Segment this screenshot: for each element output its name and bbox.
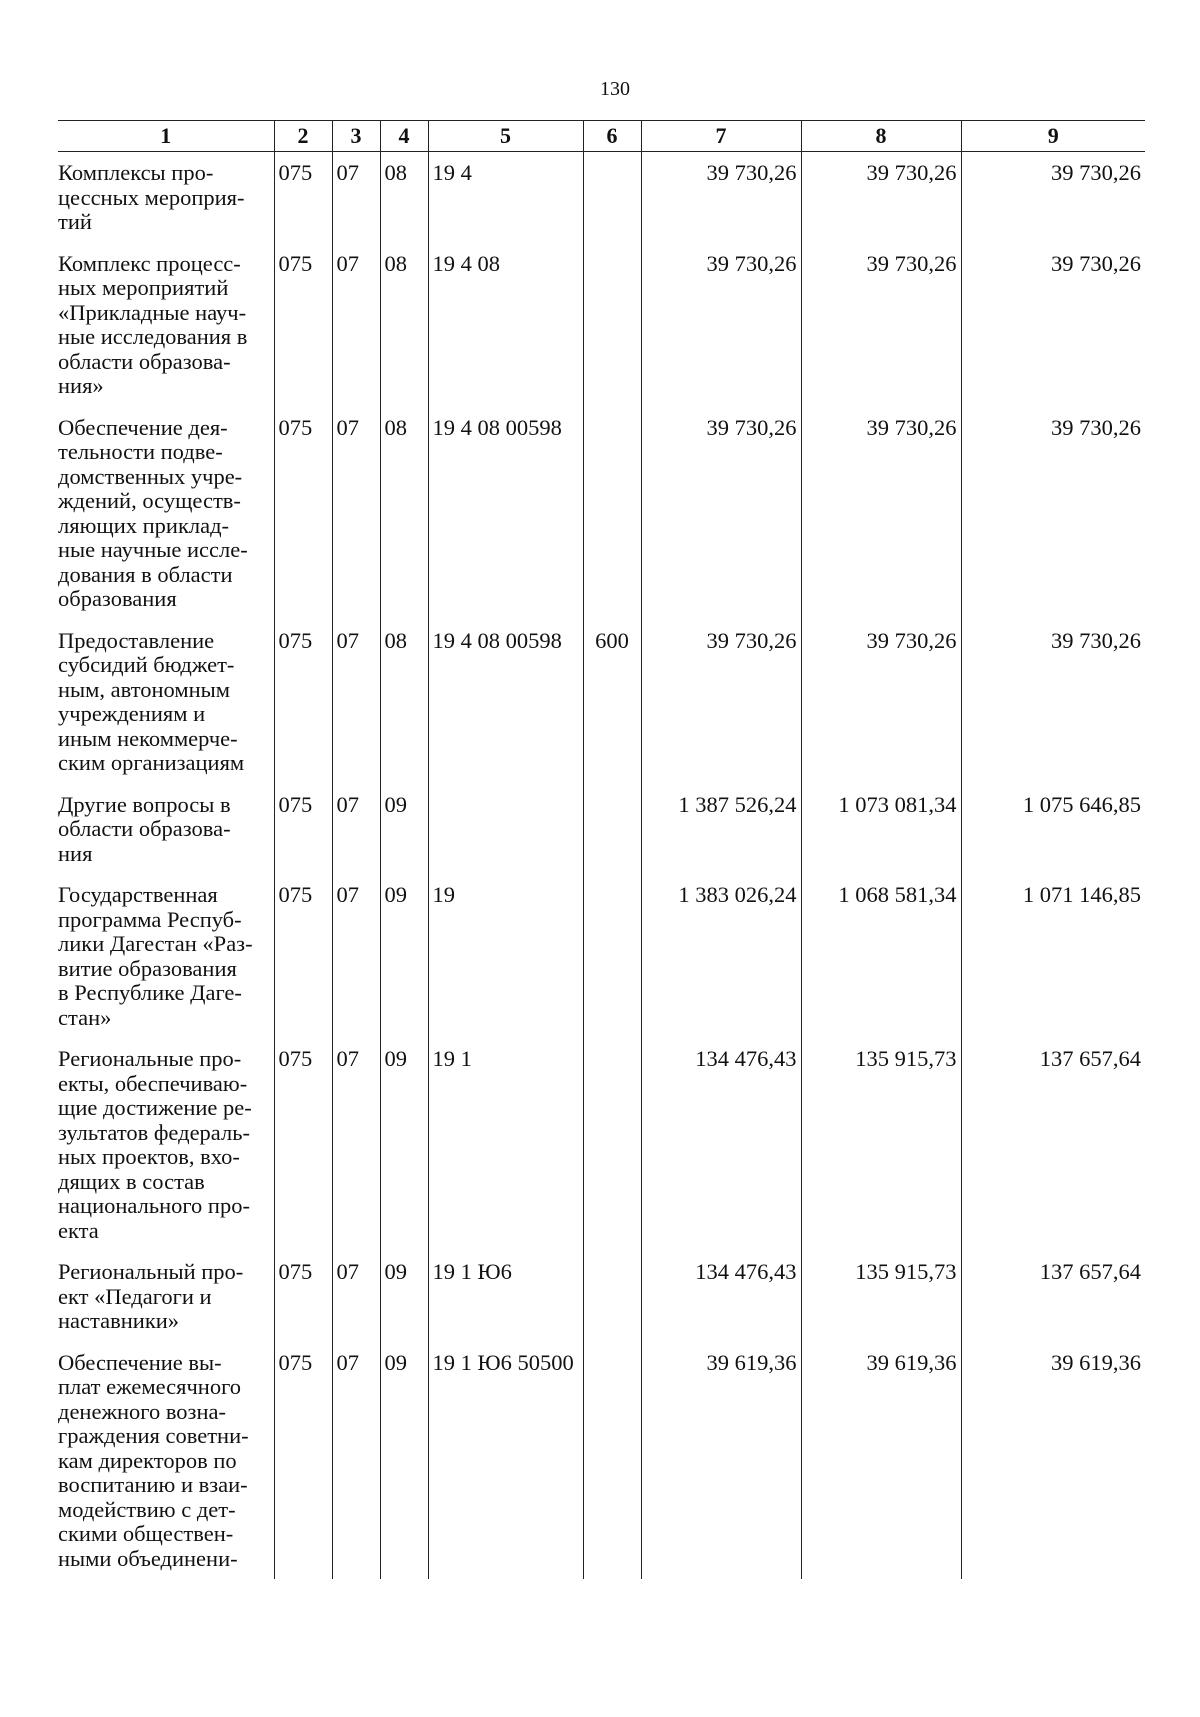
amount-col7-cell: 39 619,36 [641, 1342, 801, 1580]
amount-col7-cell: 39 730,26 [641, 407, 801, 620]
row-name-line: в Республике Даге- [58, 980, 242, 1005]
amount-col7-cell: 39 730,26 [641, 243, 801, 407]
admin-code-cell: 075 [274, 243, 332, 407]
amount-col7-cell: 134 476,43 [641, 1251, 801, 1342]
row-name-line: граждения советни- [58, 1423, 249, 1448]
row-name-line: ния» [58, 373, 104, 398]
header-cell: 2 [274, 121, 332, 152]
row-name-line: наставники» [58, 1308, 180, 1333]
row-name-line: ским организациям [58, 750, 245, 775]
amount-col9-cell: 39 730,26 [961, 152, 1145, 243]
row-name-cell [58, 407, 274, 620]
row-name-cell [58, 243, 274, 407]
header-cell: 8 [801, 121, 961, 152]
amount-col7-cell: 39 730,26 [641, 620, 801, 784]
budget-table [58, 120, 1145, 1579]
admin-code-cell: 075 [274, 1038, 332, 1251]
subsection-code-cell: 09 [380, 1342, 428, 1580]
amount-col8-cell: 1 068 581,34 [801, 874, 961, 1038]
section-code-cell: 07 [332, 407, 380, 620]
table-body [58, 152, 1145, 1580]
section-code-cell: 07 [332, 620, 380, 784]
header-row [58, 121, 1145, 152]
admin-code-cell: 075 [274, 784, 332, 875]
row-name-cell [58, 1038, 274, 1251]
row-name-line: зультатов федераль- [58, 1119, 250, 1145]
target-article-cell: 19 4 08 00598 [428, 407, 583, 620]
subsection-code-cell: 09 [380, 1038, 428, 1251]
table-row [58, 152, 1145, 243]
row-name-line: воспитанию и взаи- [58, 1472, 248, 1497]
row-name-line: ных проектов, вхо- [58, 1144, 240, 1169]
row-name-line: Региональный про- [58, 1259, 244, 1284]
target-article-cell: 19 4 08 [428, 243, 583, 407]
row-name-line: цессных мероприя- [58, 184, 245, 210]
row-name-cell [58, 784, 274, 875]
section-code-cell: 07 [332, 1251, 380, 1342]
amount-col8-cell: 39 730,26 [801, 243, 961, 407]
row-name-line: национального про- [58, 1193, 250, 1218]
section-code-cell: 07 [332, 784, 380, 875]
admin-code-cell: 075 [274, 1342, 332, 1580]
row-name-cell [58, 152, 274, 243]
row-name-line: Обеспечение вы- [58, 1349, 222, 1375]
admin-code-cell: 075 [274, 620, 332, 784]
row-name-line: Комплекс процесс- [58, 250, 241, 276]
expense-type-cell [583, 152, 641, 243]
amount-col8-cell: 39 730,26 [801, 407, 961, 620]
row-name-line: лики Дагестан «Раз- [58, 931, 253, 956]
row-name-line: екты, обеспечиваю- [58, 1070, 248, 1096]
row-name-line: модействию с дет- [58, 1496, 236, 1522]
row-name-line: тий [58, 209, 92, 234]
header-cell: 9 [961, 121, 1145, 152]
row-name-line: кам директоров по [58, 1447, 237, 1473]
row-name-line: денежного возна- [58, 1398, 226, 1424]
row-name-line: ждений, осуществ- [58, 488, 241, 513]
row-name-line: образования [58, 586, 177, 611]
header-cell: 6 [583, 121, 641, 152]
subsection-code-cell: 09 [380, 784, 428, 875]
table-row [58, 1038, 1145, 1251]
amount-col9-cell: 137 657,64 [961, 1038, 1145, 1251]
amount-col9-cell: 1 075 646,85 [961, 784, 1145, 875]
expense-type-cell: 600 [583, 620, 641, 784]
expense-type-cell [583, 243, 641, 407]
row-name-line: Предоставление [58, 627, 215, 653]
page-number: 130 [600, 78, 630, 100]
row-name-line: области образова- [58, 816, 231, 841]
table-row [58, 620, 1145, 784]
amount-col9-cell: 1 071 146,85 [961, 874, 1145, 1038]
admin-code-cell: 075 [274, 152, 332, 243]
subsection-code-cell: 08 [380, 152, 428, 243]
section-code-cell: 07 [332, 1342, 380, 1580]
section-code-cell: 07 [332, 874, 380, 1038]
target-article-cell: 19 4 08 00598 [428, 620, 583, 784]
amount-col8-cell: 39 730,26 [801, 152, 961, 243]
target-article-cell: 19 1 Ю6 [428, 1251, 583, 1342]
row-name-line: скими обществен- [58, 1521, 234, 1546]
table-row [58, 1251, 1145, 1342]
header-cell: 3 [332, 121, 380, 152]
expense-type-cell [583, 1342, 641, 1580]
row-name-cell [58, 874, 274, 1038]
table-row [58, 407, 1145, 620]
row-name-line: Государственная [58, 882, 218, 907]
expense-type-cell [583, 784, 641, 875]
amount-col8-cell: 135 915,73 [801, 1038, 961, 1251]
subsection-code-cell: 08 [380, 407, 428, 620]
subsection-code-cell: 09 [380, 874, 428, 1038]
row-name-line: Обеспечение дея- [58, 414, 228, 440]
row-name-line: программа Респуб- [58, 906, 242, 932]
expense-type-cell [583, 874, 641, 1038]
row-name-cell [58, 1251, 274, 1342]
amount-col9-cell: 137 657,64 [961, 1251, 1145, 1342]
row-name-line: екта [58, 1217, 99, 1243]
row-name-line: Комплексы про- [58, 160, 214, 185]
section-code-cell: 07 [332, 243, 380, 407]
amount-col9-cell: 39 730,26 [961, 620, 1145, 784]
expense-type-cell [583, 1038, 641, 1251]
row-name-line: стан» [58, 1004, 112, 1030]
table-row [58, 1342, 1145, 1580]
row-name-line: иным некоммерче- [58, 725, 238, 751]
row-name-line: «Прикладные науч- [58, 299, 247, 325]
row-name-line: витие образования [58, 955, 237, 981]
table-row [58, 874, 1145, 1038]
subsection-code-cell: 09 [380, 1251, 428, 1342]
table-row [58, 243, 1145, 407]
amount-col9-cell: 39 730,26 [961, 407, 1145, 620]
row-name-line: ния [58, 840, 93, 866]
amount-col7-cell: 1 387 526,24 [641, 784, 801, 875]
amount-col7-cell: 1 383 026,24 [641, 874, 801, 1038]
amount-col9-cell: 39 619,36 [961, 1342, 1145, 1580]
admin-code-cell: 075 [274, 1251, 332, 1342]
table-row [58, 784, 1145, 875]
row-name-line: Другие вопросы в [58, 791, 231, 817]
row-name-line: щие достижение ре- [58, 1095, 252, 1120]
target-article-cell: 19 1 [428, 1038, 583, 1251]
row-name-line: домственных учре- [58, 463, 243, 489]
row-name-line: субсидий бюджет- [58, 652, 235, 677]
header-cell: 7 [641, 121, 801, 152]
header-cell: 1 [58, 121, 274, 152]
row-name-cell [58, 620, 274, 784]
row-name-line: тельности подве- [58, 439, 223, 464]
row-name-line: дования в области [58, 561, 233, 587]
row-name-line: ных мероприятий [58, 275, 229, 300]
row-name-line: учреждениям и [58, 701, 206, 726]
target-article-cell [428, 784, 583, 875]
budget-table-container [58, 120, 1145, 1579]
amount-col8-cell: 1 073 081,34 [801, 784, 961, 875]
amount-col8-cell: 39 730,26 [801, 620, 961, 784]
row-name-cell [58, 1342, 274, 1580]
target-article-cell: 19 1 Ю6 50500 [428, 1342, 583, 1580]
header-cell: 5 [428, 121, 583, 152]
row-name-line: Региональные про- [58, 1046, 242, 1071]
row-name-line: области образова- [58, 348, 231, 374]
row-name-line: ляющих приклад- [58, 512, 230, 538]
section-code-cell: 07 [332, 152, 380, 243]
target-article-cell: 19 [428, 874, 583, 1038]
amount-col8-cell: 39 619,36 [801, 1342, 961, 1580]
admin-code-cell: 075 [274, 407, 332, 620]
amount-col8-cell: 135 915,73 [801, 1251, 961, 1342]
amount-col9-cell: 39 730,26 [961, 243, 1145, 407]
row-name-line: ные научные иссле- [58, 537, 248, 562]
expense-type-cell [583, 407, 641, 620]
subsection-code-cell: 08 [380, 243, 428, 407]
admin-code-cell: 075 [274, 874, 332, 1038]
amount-col7-cell: 39 730,26 [641, 152, 801, 243]
subsection-code-cell: 08 [380, 620, 428, 784]
header-cell: 4 [380, 121, 428, 152]
row-name-line: ным, автономным [58, 676, 230, 702]
row-name-line: ные исследования в [58, 324, 248, 349]
row-name-line: плат ежемесячного [58, 1374, 241, 1399]
section-code-cell: 07 [332, 1038, 380, 1251]
expense-type-cell [583, 1251, 641, 1342]
row-name-line: дящих в состав [58, 1168, 205, 1194]
row-name-line: ект «Педагоги и [58, 1283, 212, 1309]
amount-col7-cell: 134 476,43 [641, 1038, 801, 1251]
row-name-line: ными объединени- [58, 1545, 238, 1571]
target-article-cell: 19 4 [428, 152, 583, 243]
